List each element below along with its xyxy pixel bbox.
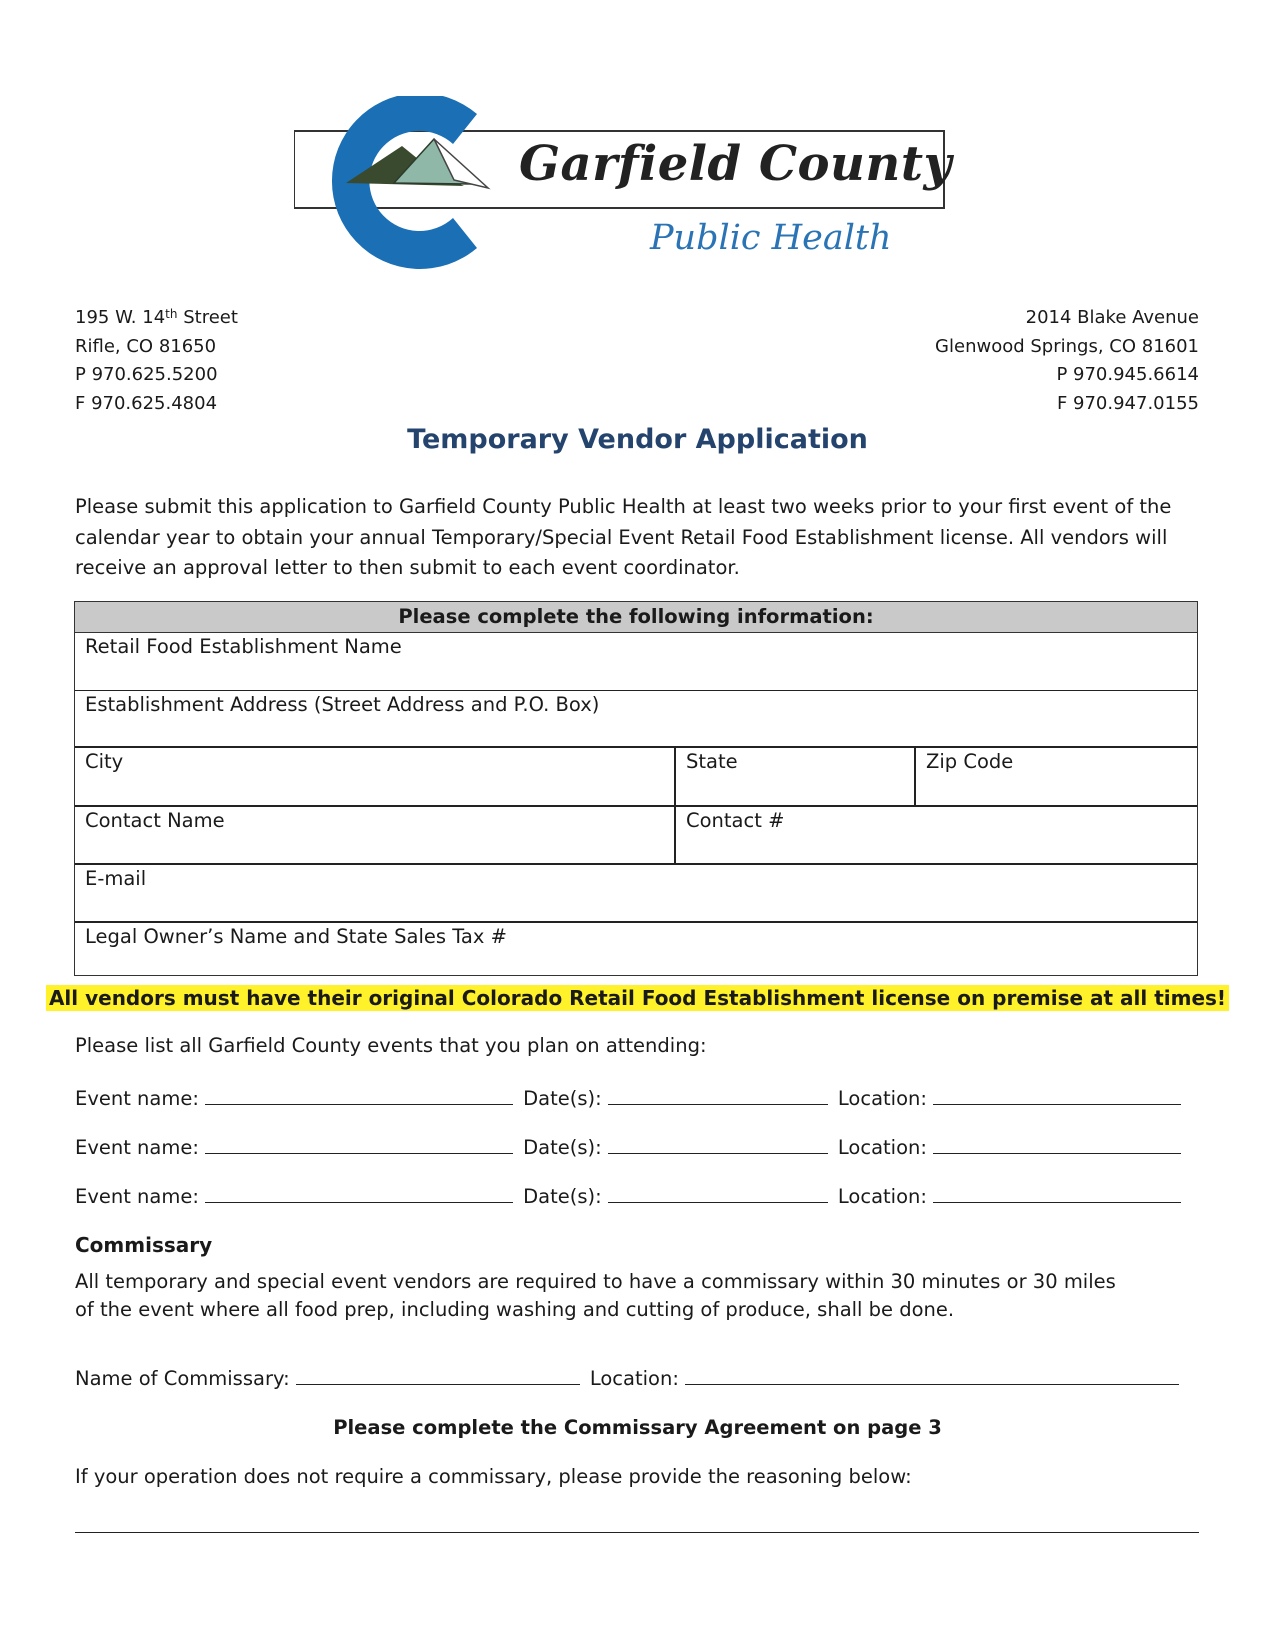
event-dates-label: Date(s): [523,1087,602,1110]
event-name-label: Event name: [75,1185,199,1208]
list-item [75,1184,1185,1233]
event-name-label: Event name: [75,1087,199,1110]
event-location-input[interactable] [933,1184,1181,1203]
commissary-heading: Commissary [75,1233,213,1257]
glenwood-city: Glenwood Springs, CO 81601 [935,335,1199,357]
table-row [75,805,1197,863]
table-row [75,746,1197,805]
intro-paragraph: Please submit this application to Garfield County Public Health at least two weeks prior to your first event of the calendar year to obtain your annual Temporary/Special Event Retail Food Establishment license. All vendors will receive an approval letter to then submit to each event coordinator. [75,495,1172,579]
event-dates-input[interactable] [608,1086,828,1105]
logo-subtitle: Public Health [650,218,892,258]
table-row [75,921,1197,975]
license-notice-text: All vendors must have their original Colorado Retail Food Establishment license on premise at all times! [46,985,1229,1011]
event-location-input[interactable] [933,1135,1181,1154]
rifle-phone: P 970.625.5200 [75,364,218,385]
glenwood-fax: F 970.947.0155 [1056,392,1199,414]
event-name-input[interactable] [205,1086,513,1105]
commissary-fields [75,1366,1183,1390]
event-name-input[interactable] [205,1184,513,1203]
contact-name-field[interactable]: Contact Name [85,809,225,832]
commissary-text-line2: of the event where all food prep, including washing and cutting of produce, shall be done. [75,1298,955,1321]
list-item [75,1086,1185,1135]
table-row [75,633,1197,690]
glenwood-office-address [935,304,1199,418]
commissary-agreement-note: Please complete the Commissary Agreement on page 3 [333,1416,942,1439]
email-field[interactable]: E-mail [85,867,147,890]
events-prompt: Please list all Garfield County events that you plan on attending: [75,1034,707,1057]
event-dates-input[interactable] [608,1184,828,1203]
commissary-text-line1: All temporary and special event vendors are required to have a commissary within 30 minutes or 30 miles [75,1270,1116,1293]
establishment-address-field[interactable]: Establishment Address (Street Address and P.O. Box) [85,693,600,716]
event-location-input[interactable] [933,1086,1181,1105]
commissary-location-label: Location: [589,1367,679,1390]
vendor-info-table [74,601,1198,976]
rifle-office-address [75,304,238,418]
glenwood-phone: P 970.945.6614 [1056,364,1199,385]
rifle-city: Rifle, CO 81650 [75,335,217,357]
event-name-input[interactable] [205,1135,513,1154]
garfield-county-logo [294,96,964,276]
establishment-name-field[interactable]: Retail Food Establishment Name [85,635,402,658]
state-field[interactable]: State [674,748,914,805]
event-dates-input[interactable] [608,1135,828,1154]
event-location-label: Location: [837,1185,927,1208]
commissary-location-input[interactable] [685,1366,1179,1385]
commissary-name-label: Name of Commissary: [75,1367,290,1390]
table-row [75,863,1197,921]
rifle-fax: F 970.625.4804 [75,392,218,414]
contact-number-field[interactable]: Contact # [674,807,1197,863]
zip-code-field[interactable]: Zip Code [914,748,1197,805]
table-header: Please complete the following information: [75,602,1197,633]
rifle-street: 195 W. 14th Street [75,307,238,328]
event-name-label: Event name: [75,1136,199,1159]
event-list [75,1086,1185,1233]
page-title: Temporary Vendor Application [407,424,868,455]
glenwood-street: 2014 Blake Avenue [1025,307,1199,328]
no-commissary-prompt: If your operation does not require a commissary, please provide the reasoning below: [75,1465,912,1488]
legal-owner-field[interactable]: Legal Owner’s Name and State Sales Tax # [85,925,507,948]
table-row [75,690,1197,746]
commissary-name-input[interactable] [296,1366,580,1385]
event-dates-label: Date(s): [523,1185,602,1208]
city-field[interactable]: City [85,750,124,773]
logo-name: Garfield County [519,136,952,192]
list-item [75,1135,1185,1184]
event-location-label: Location: [837,1087,927,1110]
reasoning-input-line[interactable] [75,1532,1199,1533]
event-location-label: Location: [837,1136,927,1159]
event-dates-label: Date(s): [523,1136,602,1159]
license-notice [0,986,1275,1010]
